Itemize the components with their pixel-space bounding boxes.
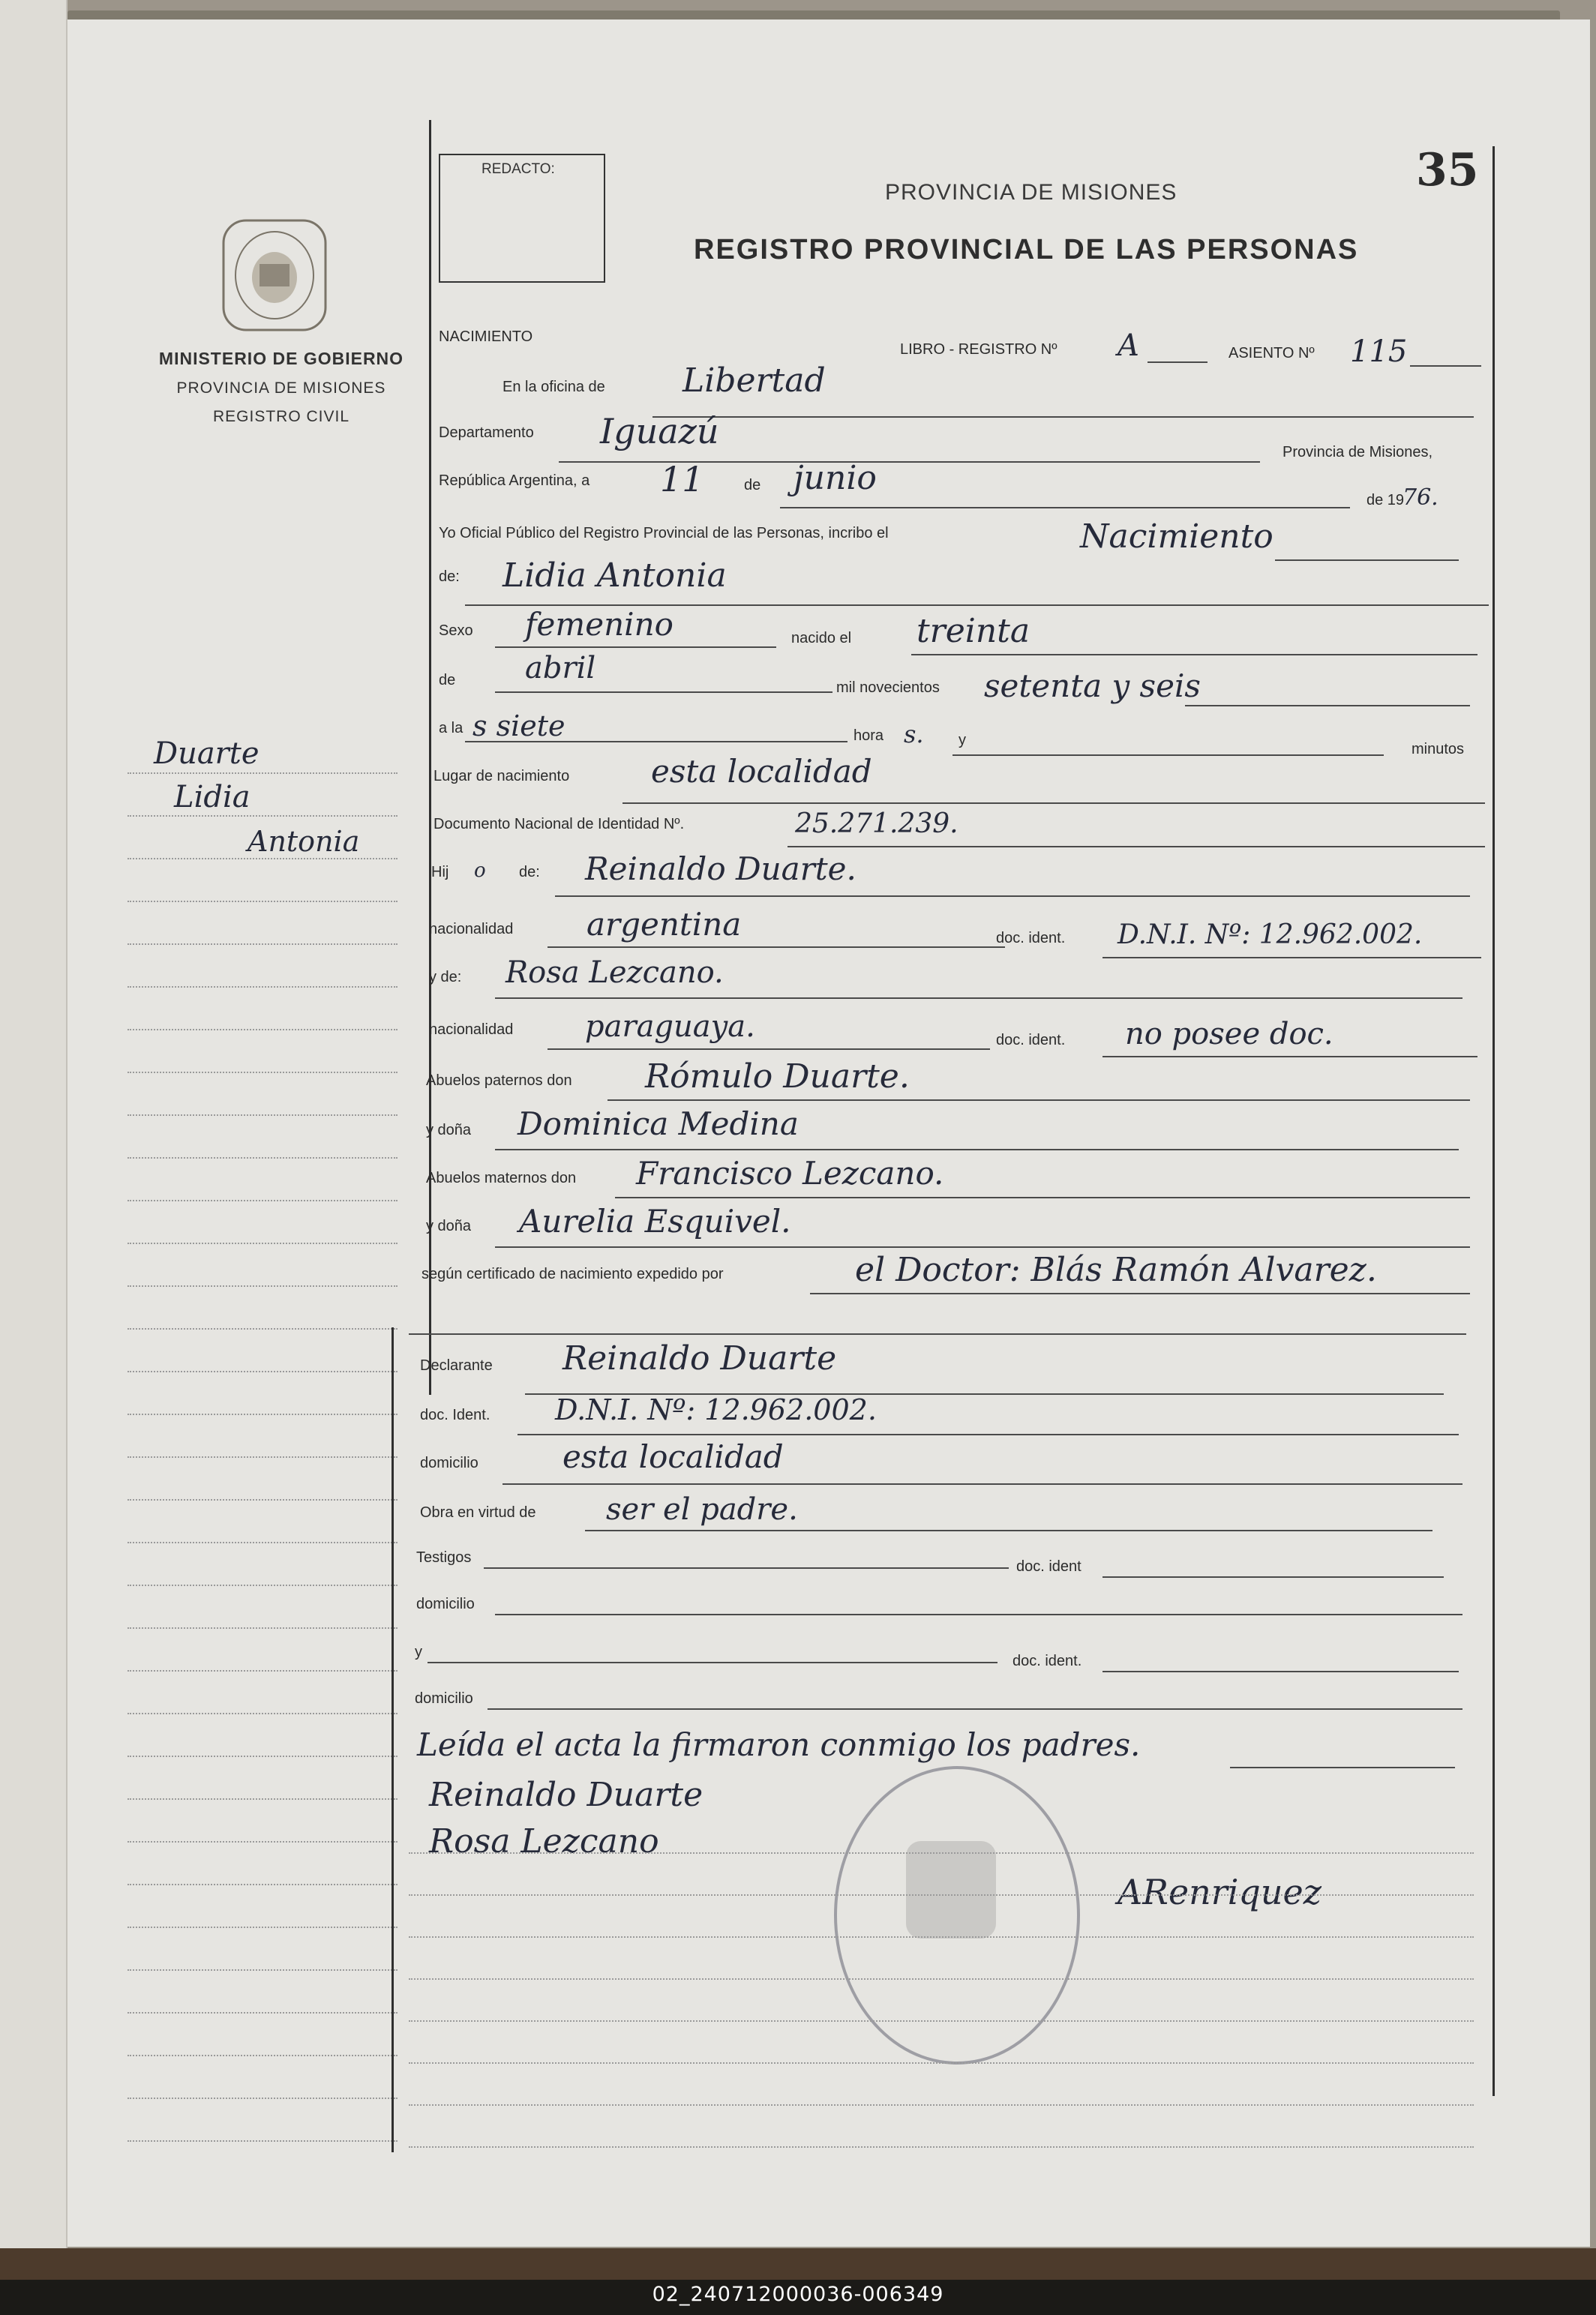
departamento-value: Iguazú bbox=[600, 411, 719, 451]
minutos-label: minutos bbox=[1412, 741, 1465, 757]
certificado-value: el Doctor: Blás Ramón Alvarez. bbox=[855, 1251, 1377, 1289]
docident1-value: D.N.I. Nº: 12.962.002. bbox=[1118, 919, 1423, 950]
testigos-label: Testigos bbox=[416, 1549, 472, 1566]
margin-ruled-line bbox=[128, 858, 398, 859]
mes-label: de bbox=[439, 672, 456, 688]
form-ruled-line bbox=[409, 1852, 1474, 1854]
domicilio2-line bbox=[495, 1614, 1462, 1615]
nacionalidad2-line bbox=[548, 1048, 990, 1050]
day-value: 11 bbox=[660, 459, 704, 499]
dni-label: Documento Nacional de Identidad Nº. bbox=[434, 816, 685, 832]
nacimiento-label: NACIMIENTO bbox=[439, 328, 533, 345]
margin-ruled-line bbox=[128, 2140, 398, 2142]
margin-ruled-line bbox=[128, 1029, 398, 1030]
hora-value: s. bbox=[904, 720, 924, 748]
domicilio2-label: domicilio bbox=[416, 1596, 475, 1612]
hora-word-line bbox=[465, 741, 848, 742]
abuelos-paternos-line bbox=[608, 1099, 1470, 1101]
obra-label: Obra en virtud de bbox=[420, 1504, 536, 1521]
margin-ruled-line bbox=[128, 1328, 398, 1330]
oficina-label: En la oficina de bbox=[502, 379, 605, 395]
testigo2-line bbox=[428, 1662, 998, 1663]
asiento-label: ASIENTO Nº bbox=[1228, 345, 1315, 361]
madre-label: y de: bbox=[429, 969, 462, 985]
sexo-line bbox=[495, 646, 776, 648]
redacto-label: REDACTO: bbox=[482, 161, 555, 177]
year-label: de 19 bbox=[1366, 492, 1405, 508]
domicilio3-line bbox=[488, 1708, 1462, 1710]
abuelos-maternos-value: Francisco Lezcano. bbox=[636, 1155, 944, 1192]
form-ruled-line bbox=[409, 2062, 1474, 2064]
province-heading: PROVINCIA DE MISIONES bbox=[885, 180, 1178, 205]
domicilio1-value: esta localidad bbox=[562, 1438, 784, 1475]
anio-line bbox=[1185, 705, 1470, 706]
margin-ruled-line bbox=[128, 1713, 398, 1714]
anio-value: setenta y seis bbox=[984, 667, 1201, 704]
form-left-border bbox=[429, 120, 431, 1395]
abuelos-maternos-line bbox=[615, 1197, 1470, 1198]
mes-value: abril bbox=[525, 651, 596, 685]
hora-word-value: s siete bbox=[472, 709, 566, 742]
declarante-label: Declarante bbox=[420, 1357, 493, 1374]
margin-ruled-line bbox=[128, 1927, 398, 1928]
form-ruled-line bbox=[409, 1894, 1474, 1896]
obra-value: ser el padre. bbox=[606, 1492, 798, 1527]
testigos-line bbox=[484, 1567, 1009, 1569]
dni-value: 25.271.239. bbox=[795, 808, 958, 839]
abuela-paterna-value: Dominica Medina bbox=[518, 1105, 799, 1142]
docident3-value: D.N.I. Nº: 12.962.002. bbox=[555, 1393, 877, 1426]
margin-ruled-line bbox=[128, 1627, 398, 1629]
margin-ruled-line bbox=[128, 1371, 398, 1372]
margin-firstname: Lidia bbox=[174, 780, 250, 814]
de-label: de bbox=[744, 477, 761, 493]
margin-ruled-line bbox=[128, 1200, 398, 1201]
sexo-value: femenino bbox=[525, 606, 674, 643]
minutos-line bbox=[952, 754, 1384, 756]
book-bottom-edge bbox=[0, 2248, 1596, 2280]
padre-value: Reinaldo Duarte. bbox=[585, 850, 856, 887]
ministry-province: PROVINCIA DE MISIONES bbox=[176, 379, 386, 397]
mother-signature: Rosa Lezcano bbox=[429, 1822, 659, 1861]
nacionalidad1-value: argentina bbox=[586, 906, 742, 943]
nacionalidad2-label: nacionalidad bbox=[429, 1021, 514, 1038]
nacido-line bbox=[911, 654, 1478, 655]
obra-line bbox=[585, 1530, 1432, 1531]
abuela-paterna-line bbox=[495, 1149, 1459, 1150]
padre-line bbox=[555, 895, 1470, 897]
nacido-value: treinta bbox=[916, 612, 1030, 650]
margin-ruled-line bbox=[128, 2012, 398, 2014]
margin-ruled-line bbox=[128, 1114, 398, 1116]
margin-ruled-line bbox=[128, 1798, 398, 1800]
date-line bbox=[780, 507, 1350, 508]
margin-ruled-line bbox=[128, 815, 398, 817]
margin-middlename: Antonia bbox=[248, 825, 360, 858]
nacionalidad1-line bbox=[548, 946, 1005, 948]
certificado-line bbox=[810, 1293, 1470, 1294]
domicilio1-line bbox=[502, 1483, 1462, 1485]
form-left-border-lower bbox=[392, 1327, 394, 2152]
form-ruled-line bbox=[409, 1978, 1474, 1980]
docident2-label: doc. ident. bbox=[996, 1032, 1066, 1048]
form-ruled-line bbox=[409, 1936, 1474, 1938]
docident4-label: doc. ident bbox=[1016, 1558, 1082, 1575]
margin-ruled-line bbox=[128, 1157, 398, 1159]
month-value: junio bbox=[794, 459, 877, 497]
margin-ruled-line bbox=[128, 901, 398, 902]
madre-line bbox=[495, 997, 1462, 999]
ministry-name: MINISTERIO DE GOBIERNO bbox=[158, 349, 404, 368]
father-signature: Reinaldo Duarte bbox=[429, 1776, 704, 1814]
abuela-materna-line bbox=[495, 1246, 1470, 1248]
docident2-value: no posee doc. bbox=[1125, 1017, 1334, 1051]
previous-page-edge bbox=[0, 0, 68, 2250]
acto-line bbox=[1275, 559, 1459, 561]
nombre-label: de: bbox=[439, 568, 460, 585]
form-ruled-line bbox=[409, 2104, 1474, 2106]
margin-ruled-line bbox=[128, 986, 398, 988]
ministry-seal-icon bbox=[222, 219, 327, 331]
margin-ruled-line bbox=[128, 1884, 398, 1885]
docident1-label: doc. ident. bbox=[996, 930, 1066, 946]
hijo-suffix: o bbox=[474, 859, 486, 882]
closing-line bbox=[1230, 1767, 1455, 1768]
hora-label: hora bbox=[854, 727, 884, 744]
ministry-registry: REGISTRO CIVIL bbox=[212, 408, 350, 425]
lugar-label: Lugar de nacimiento bbox=[434, 768, 570, 784]
abuelos-paternos-label: Abuelos paternos don bbox=[426, 1072, 572, 1089]
redacto-box bbox=[439, 154, 605, 283]
margin-ruled-line bbox=[128, 1969, 398, 1971]
abuelos-paternos-value: Rómulo Duarte. bbox=[645, 1057, 910, 1096]
hijo-de-label: de: bbox=[519, 864, 540, 880]
hora-pre-label: a la bbox=[439, 720, 464, 736]
margin-ruled-line bbox=[128, 1670, 398, 1672]
lugar-line bbox=[622, 802, 1485, 804]
page-number: 35 bbox=[1416, 144, 1479, 196]
docident3-line bbox=[518, 1434, 1459, 1435]
y-label: y bbox=[958, 732, 966, 748]
section-divider bbox=[409, 1333, 1466, 1335]
sexo-label: Sexo bbox=[439, 622, 473, 639]
certificado-label: según certificado de nacimiento expedido por bbox=[422, 1266, 724, 1282]
docident4-line bbox=[1102, 1576, 1444, 1578]
closing-statement: Leída el acta la firmaron conmigo los padres. bbox=[417, 1726, 1141, 1763]
year-value: 76. bbox=[1402, 484, 1438, 511]
nombre-value: Lidia Antonia bbox=[502, 556, 727, 595]
abuela-materna-value: Aurelia Esquivel. bbox=[519, 1203, 791, 1240]
testigo2-label: y bbox=[415, 1644, 422, 1660]
acto-value: Nacimiento bbox=[1080, 517, 1274, 556]
nacido-label: nacido el bbox=[791, 630, 852, 646]
docident5-line bbox=[1102, 1671, 1459, 1672]
oficial-statement: Yo Oficial Público del Registro Provincial de las Personas, incribo el bbox=[439, 525, 889, 541]
docident3-label: doc. Ident. bbox=[420, 1407, 490, 1423]
margin-ruled-line bbox=[128, 1542, 398, 1543]
margin-ruled-line bbox=[128, 943, 398, 945]
margin-ruled-line bbox=[128, 1072, 398, 1073]
margin-ruled-line bbox=[128, 1243, 398, 1244]
seal-emblem-icon bbox=[906, 1841, 996, 1939]
margin-ruled-line bbox=[128, 1285, 398, 1287]
margin-ruled-line bbox=[128, 1585, 398, 1586]
declarante-value: Reinaldo Duarte bbox=[562, 1339, 837, 1378]
dni-line bbox=[788, 846, 1485, 847]
docident2-line bbox=[1102, 1056, 1478, 1057]
form-ruled-line bbox=[409, 2020, 1474, 2022]
margin-ruled-line bbox=[128, 2098, 398, 2099]
provincia-label: Provincia de Misiones, bbox=[1282, 444, 1433, 460]
registry-heading: REGISTRO PROVINCIAL DE LAS PERSONAS bbox=[694, 234, 1359, 265]
docident5-label: doc. ident. bbox=[1012, 1653, 1082, 1669]
abuela-paterna-label: y doña bbox=[426, 1122, 472, 1138]
ministry-block bbox=[142, 349, 420, 426]
margin-ruled-line bbox=[128, 772, 398, 774]
libro-label: LIBRO - REGISTRO Nº bbox=[900, 341, 1058, 358]
republica-label: República Argentina, a bbox=[439, 472, 590, 489]
mes-line bbox=[495, 691, 832, 693]
domicilio3-label: domicilio bbox=[415, 1690, 473, 1707]
image-filename: 02_240712000036-006349 bbox=[652, 2283, 944, 2306]
hijo-label: Hij bbox=[431, 864, 449, 880]
abuela-materna-label: y doña bbox=[426, 1218, 472, 1234]
margin-ruled-line bbox=[128, 1756, 398, 1757]
docident1-line bbox=[1102, 957, 1481, 958]
libro-line bbox=[1148, 361, 1208, 363]
nacionalidad2-value: paraguaya. bbox=[585, 1009, 755, 1044]
margin-ruled-line bbox=[128, 1414, 398, 1415]
margin-ruled-line bbox=[128, 2055, 398, 2056]
official-signature: ARenriquez bbox=[1118, 1872, 1322, 1912]
nacionalidad1-label: nacionalidad bbox=[429, 921, 514, 937]
oficina-line bbox=[652, 416, 1474, 418]
asiento-line bbox=[1410, 365, 1481, 367]
margin-surname: Duarte bbox=[154, 736, 260, 771]
abuelos-maternos-label: Abuelos maternos don bbox=[426, 1170, 577, 1186]
asiento-value: 115 bbox=[1350, 334, 1408, 369]
mil-label: mil novecientos bbox=[836, 679, 940, 696]
domicilio1-label: domicilio bbox=[420, 1455, 478, 1471]
oficina-value: Libertad bbox=[682, 361, 826, 400]
margin-ruled-line bbox=[128, 1841, 398, 1843]
form-ruled-line bbox=[409, 2146, 1474, 2148]
margin-ruled-line bbox=[128, 1499, 398, 1501]
form-right-border bbox=[1492, 146, 1495, 2096]
libro-value: A bbox=[1118, 328, 1139, 363]
margin-ruled-line bbox=[128, 1456, 398, 1458]
madre-value: Rosa Lezcano. bbox=[506, 955, 724, 990]
lugar-value: esta localidad bbox=[651, 753, 872, 790]
departamento-label: Departamento bbox=[439, 424, 534, 441]
